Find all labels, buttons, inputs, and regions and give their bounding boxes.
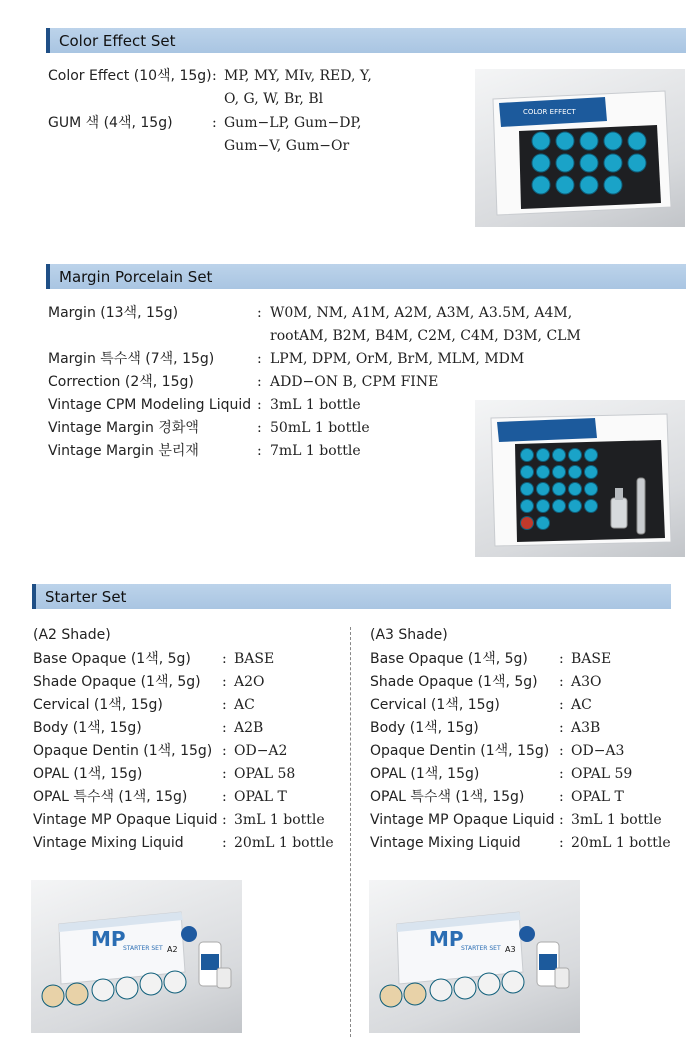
spec-row-hardener bbox=[48, 417, 468, 440]
spec-row-cpm-liquid bbox=[48, 394, 468, 417]
box-shade: A3 bbox=[505, 945, 516, 954]
spec-colon: : bbox=[222, 651, 227, 667]
section-title: Margin Porcelain Set bbox=[59, 268, 213, 286]
spec-value: 3mL 1 bottle bbox=[571, 812, 662, 828]
spec-row bbox=[33, 648, 338, 671]
spec-row bbox=[33, 786, 338, 809]
spec-value: A2B bbox=[234, 720, 264, 736]
spec-row bbox=[33, 763, 338, 786]
spec-value: 20mL 1 bottle bbox=[234, 835, 334, 851]
spec-label: OPAL 특수색 (1색, 15g) bbox=[370, 789, 525, 805]
starter-a2-product-photo bbox=[31, 880, 242, 1033]
spec-label: Base Opaque (1색, 5g) bbox=[33, 651, 191, 667]
spec-row bbox=[370, 832, 675, 855]
jar-icon bbox=[537, 483, 550, 496]
spec-colon: : bbox=[257, 305, 262, 321]
spec-row bbox=[370, 694, 675, 717]
jar-icon bbox=[537, 517, 550, 530]
spec-label: Vintage Mixing Liquid bbox=[370, 835, 521, 851]
spec-row bbox=[370, 809, 675, 832]
spec-label: Margin (13색, 15g) bbox=[48, 305, 179, 321]
spec-row bbox=[33, 809, 338, 832]
spec-colon: : bbox=[222, 720, 227, 736]
jar-icon bbox=[537, 500, 550, 513]
jar-icon bbox=[140, 973, 162, 995]
spec-value: 3mL 1 bottle bbox=[270, 397, 361, 413]
spec-row bbox=[33, 740, 338, 763]
jar-icon bbox=[604, 154, 622, 172]
spec-row-margin-special bbox=[48, 348, 608, 371]
spec-value: 20mL 1 bottle bbox=[571, 835, 671, 851]
color-effect-product-photo bbox=[475, 69, 685, 227]
spec-label: OPAL (1색, 15g) bbox=[33, 766, 143, 782]
section-accent bbox=[46, 28, 50, 53]
spec-colon: : bbox=[559, 651, 564, 667]
jar-icon bbox=[521, 466, 534, 479]
jar-icon bbox=[521, 449, 534, 462]
jar-icon bbox=[585, 500, 598, 513]
jar-icon bbox=[604, 132, 622, 150]
spec-label: Base Opaque (1색, 5g) bbox=[370, 651, 528, 667]
column-divider bbox=[350, 627, 351, 1037]
shade-heading-a3: (A3 Shade) bbox=[370, 627, 448, 643]
spec-value: A3B bbox=[571, 720, 601, 736]
box-label: COLOR EFFECT bbox=[523, 108, 576, 116]
jar-icon bbox=[585, 449, 598, 462]
spec-colon: : bbox=[212, 115, 217, 131]
jar-icon bbox=[553, 483, 566, 496]
jar-icon bbox=[92, 979, 114, 1001]
spec-value: W0M, NM, A1M, A2M, A3M, A3.5M, A4M, bbox=[270, 305, 573, 321]
spec-value: OPAL T bbox=[571, 789, 624, 805]
spec-label: Shade Opaque (1색, 5g) bbox=[33, 674, 201, 690]
jar-icon bbox=[556, 132, 574, 150]
jar-icon bbox=[537, 449, 550, 462]
spec-row bbox=[33, 832, 338, 855]
spec-colon: : bbox=[257, 443, 262, 459]
jar-icon bbox=[580, 132, 598, 150]
spec-colon: : bbox=[559, 697, 564, 713]
jar-icon bbox=[569, 500, 582, 513]
spec-colon: : bbox=[559, 674, 564, 690]
spec-row-separator bbox=[48, 440, 468, 463]
spec-colon: : bbox=[257, 420, 262, 436]
spec-label: Correction (2색, 15g) bbox=[48, 374, 194, 390]
spec-value: 7mL 1 bottle bbox=[270, 443, 361, 459]
spec-row-margin bbox=[48, 302, 608, 348]
box-text: STARTER SET bbox=[123, 945, 163, 952]
jar-icon bbox=[553, 500, 566, 513]
jar-icon bbox=[569, 449, 582, 462]
spec-row-color-effect bbox=[48, 65, 468, 111]
section-title: Starter Set bbox=[45, 588, 127, 606]
jar-icon bbox=[430, 979, 452, 1001]
spec-value: O, G, W, Br, Bl bbox=[224, 91, 324, 107]
spec-value: BASE bbox=[571, 651, 612, 667]
jar-icon bbox=[502, 971, 524, 993]
jar-icon bbox=[521, 483, 534, 496]
spec-label: Margin 특수색 (7색, 15g) bbox=[48, 351, 215, 367]
spec-label: Opaque Dentin (1색, 15g) bbox=[33, 743, 213, 759]
spec-value: OD−A2 bbox=[234, 743, 288, 759]
spec-value: rootAM, B2M, B4M, C2M, C4M, D3M, CLM bbox=[270, 328, 581, 344]
spec-row bbox=[370, 648, 675, 671]
jar-icon bbox=[521, 517, 534, 530]
spec-value: AC bbox=[571, 697, 592, 713]
jar-icon bbox=[380, 985, 402, 1007]
jar-icon bbox=[537, 466, 550, 479]
margin-product-photo bbox=[475, 400, 685, 557]
jar-icon bbox=[585, 483, 598, 496]
jar-icon bbox=[628, 132, 646, 150]
spec-row bbox=[370, 717, 675, 740]
spec-colon: : bbox=[222, 743, 227, 759]
jar-icon bbox=[42, 985, 64, 1007]
spec-value: 50mL 1 bottle bbox=[270, 420, 370, 436]
spec-label: Cervical (1색, 15g) bbox=[370, 697, 500, 713]
jar-icon bbox=[532, 176, 550, 194]
spec-label: Body (1색, 15g) bbox=[370, 720, 479, 736]
shade-heading-a2: (A2 Shade) bbox=[33, 627, 111, 643]
spec-value: OPAL 58 bbox=[234, 766, 296, 782]
spec-colon: : bbox=[257, 397, 262, 413]
spec-colon: : bbox=[222, 766, 227, 782]
spec-value: BASE bbox=[234, 651, 275, 667]
spec-row bbox=[370, 763, 675, 786]
spec-value: A2O bbox=[234, 674, 265, 690]
jar-icon bbox=[66, 983, 88, 1005]
spec-row-gum bbox=[48, 112, 468, 158]
jar-icon bbox=[553, 449, 566, 462]
spec-colon: : bbox=[559, 720, 564, 736]
spec-value: Gum−LP, Gum−DP, bbox=[224, 115, 362, 131]
spec-colon: : bbox=[559, 789, 564, 805]
jar-icon bbox=[604, 176, 622, 194]
spec-value: LPM, DPM, OrM, BrM, MLM, MDM bbox=[270, 351, 525, 367]
spec-colon: : bbox=[222, 697, 227, 713]
spec-colon: : bbox=[559, 766, 564, 782]
spec-colon: : bbox=[257, 374, 262, 390]
spec-label: Vintage Mixing Liquid bbox=[33, 835, 184, 851]
spec-colon: : bbox=[559, 835, 564, 851]
spec-label: Cervical (1색, 15g) bbox=[33, 697, 163, 713]
jar-icon bbox=[553, 466, 566, 479]
jar-icon bbox=[532, 132, 550, 150]
section-header-color-effect bbox=[46, 28, 686, 53]
jar-icon bbox=[454, 977, 476, 999]
spec-row bbox=[33, 717, 338, 740]
spec-colon: : bbox=[222, 674, 227, 690]
jar-icon bbox=[580, 176, 598, 194]
spec-colon: : bbox=[559, 812, 564, 828]
spec-row bbox=[33, 694, 338, 717]
spec-label: Vintage CPM Modeling Liquid bbox=[48, 397, 252, 413]
section-accent bbox=[32, 584, 36, 609]
spec-label: OPAL (1색, 15g) bbox=[370, 766, 480, 782]
spec-value: OD−A3 bbox=[571, 743, 625, 759]
spec-colon: : bbox=[559, 743, 564, 759]
spec-colon: : bbox=[212, 68, 217, 84]
spec-row-correction bbox=[48, 371, 608, 394]
box-text: STARTER SET bbox=[461, 945, 501, 952]
spec-row bbox=[370, 786, 675, 809]
spec-row bbox=[370, 671, 675, 694]
spec-label: GUM 색 (4색, 15g) bbox=[48, 115, 173, 131]
jar-icon bbox=[532, 154, 550, 172]
spec-value: 3mL 1 bottle bbox=[234, 812, 325, 828]
spec-label: Shade Opaque (1색, 5g) bbox=[370, 674, 538, 690]
spec-value: AC bbox=[234, 697, 255, 713]
spec-label: Vintage MP Opaque Liquid bbox=[370, 812, 555, 828]
spec-label: Vintage Margin 분리재 bbox=[48, 443, 199, 459]
spec-label: Color Effect (10색, 15g) bbox=[48, 68, 212, 84]
section-header-margin bbox=[46, 264, 686, 289]
jar-icon bbox=[478, 973, 500, 995]
spec-colon: : bbox=[222, 789, 227, 805]
jar-icon bbox=[404, 983, 426, 1005]
starter-a3-product-photo bbox=[369, 880, 580, 1033]
spec-colon: : bbox=[257, 351, 262, 367]
spec-value: OPAL 59 bbox=[571, 766, 633, 782]
spec-label: Vintage MP Opaque Liquid bbox=[33, 812, 218, 828]
box-shade: A2 bbox=[167, 945, 178, 954]
jar-icon bbox=[585, 466, 598, 479]
spec-value: A3O bbox=[571, 674, 602, 690]
spec-label: OPAL 특수색 (1색, 15g) bbox=[33, 789, 188, 805]
jar-icon bbox=[164, 971, 186, 993]
spec-label: Vintage Margin 경화액 bbox=[48, 420, 199, 436]
spec-label: Body (1색, 15g) bbox=[33, 720, 142, 736]
svg-text:MP: MP bbox=[91, 927, 126, 951]
spec-value: Gum−V, Gum−Or bbox=[224, 138, 350, 154]
jar-icon bbox=[556, 154, 574, 172]
section-title: Color Effect Set bbox=[59, 32, 176, 50]
section-header-starter bbox=[32, 584, 671, 609]
jar-icon bbox=[116, 977, 138, 999]
jar-icon bbox=[569, 466, 582, 479]
spec-value: MP, MY, MIv, RED, Y, bbox=[224, 68, 372, 84]
jar-icon bbox=[521, 500, 534, 513]
spec-value: ADD−ON B, CPM FINE bbox=[270, 374, 439, 390]
jar-icon bbox=[580, 154, 598, 172]
svg-text:MP: MP bbox=[429, 927, 464, 951]
jar-icon bbox=[628, 154, 646, 172]
spec-row bbox=[33, 671, 338, 694]
jar-icon bbox=[569, 483, 582, 496]
spec-row bbox=[370, 740, 675, 763]
spec-value: OPAL T bbox=[234, 789, 287, 805]
section-accent bbox=[46, 264, 50, 289]
spec-label: Opaque Dentin (1색, 15g) bbox=[370, 743, 550, 759]
spec-colon: : bbox=[222, 835, 227, 851]
spec-colon: : bbox=[222, 812, 227, 828]
jar-icon bbox=[556, 176, 574, 194]
